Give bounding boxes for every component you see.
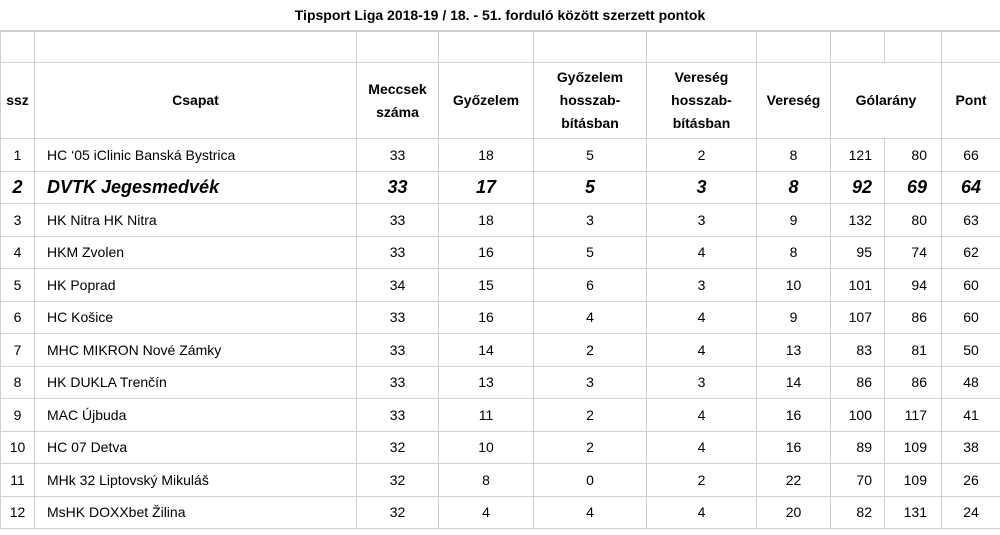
team-cell: HK DUKLA Trenčín <box>35 366 357 399</box>
ot-wins-cell: 5 <box>534 139 647 172</box>
goals-against-cell: 69 <box>885 171 942 204</box>
team-cell: MAC Újbuda <box>35 399 357 432</box>
points-cell: 60 <box>942 269 1000 302</box>
ot-wins-cell: 5 <box>534 171 647 204</box>
ot-wins-cell: 4 <box>534 301 647 334</box>
points-cell: 41 <box>942 399 1000 432</box>
losses-cell: 10 <box>757 269 831 302</box>
losses-cell: 22 <box>757 464 831 497</box>
points-cell: 66 <box>942 139 1000 172</box>
table-row <box>1 496 1000 529</box>
played-cell: 33 <box>357 366 439 399</box>
points-cell: 48 <box>942 366 1000 399</box>
team-cell: HC Košice <box>35 301 357 334</box>
goals-against-cell: 74 <box>885 236 942 269</box>
header-ssz: ssz <box>1 63 35 139</box>
ssz-cell: 11 <box>1 464 35 497</box>
points-cell: 50 <box>942 334 1000 367</box>
table-row <box>1 301 1000 334</box>
wins-cell: 8 <box>439 464 534 497</box>
goals-against-cell: 81 <box>885 334 942 367</box>
goals-for-cell: 95 <box>831 236 885 269</box>
table-row <box>1 366 1000 399</box>
points-cell: 26 <box>942 464 1000 497</box>
points-cell: 64 <box>942 171 1000 204</box>
team-cell: HK Poprad <box>35 269 357 302</box>
ot-wins-cell: 2 <box>534 399 647 432</box>
ot-wins-cell: 2 <box>534 431 647 464</box>
goals-for-cell: 86 <box>831 366 885 399</box>
ot-losses-cell: 4 <box>647 301 757 334</box>
header-wins: Győzelem <box>439 63 534 139</box>
table-row <box>1 269 1000 302</box>
played-cell: 33 <box>357 236 439 269</box>
wins-cell: 18 <box>439 204 534 237</box>
losses-cell: 16 <box>757 431 831 464</box>
goals-for-cell: 101 <box>831 269 885 302</box>
points-cell: 62 <box>942 236 1000 269</box>
goals-for-cell: 132 <box>831 204 885 237</box>
ssz-cell: 9 <box>1 399 35 432</box>
goals-against-cell: 80 <box>885 139 942 172</box>
team-cell: HKM Zvolen <box>35 236 357 269</box>
ot-losses-cell: 3 <box>647 366 757 399</box>
header-team: Csapat <box>35 63 357 139</box>
losses-cell: 20 <box>757 496 831 529</box>
played-cell: 33 <box>357 139 439 172</box>
goals-for-cell: 89 <box>831 431 885 464</box>
standings-table <box>0 31 1000 529</box>
ssz-cell: 8 <box>1 366 35 399</box>
wins-cell: 4 <box>439 496 534 529</box>
table-title: Tipsport Liga 2018-19 / 18. - 51. forduló között szerzett pontok <box>0 0 1000 31</box>
ssz-cell: 1 <box>1 139 35 172</box>
team-cell: DVTK Jegesmedvék <box>35 171 357 204</box>
goals-against-cell: 86 <box>885 301 942 334</box>
played-cell: 32 <box>357 431 439 464</box>
ssz-cell: 5 <box>1 269 35 302</box>
table-row <box>1 464 1000 497</box>
played-cell: 33 <box>357 334 439 367</box>
losses-cell: 13 <box>757 334 831 367</box>
points-cell: 60 <box>942 301 1000 334</box>
table-row <box>1 204 1000 237</box>
table-row <box>1 431 1000 464</box>
header-row <box>1 63 1000 139</box>
losses-cell: 8 <box>757 236 831 269</box>
wins-cell: 17 <box>439 171 534 204</box>
played-cell: 33 <box>357 399 439 432</box>
header-goals: Gólarány <box>831 63 942 139</box>
goals-against-cell: 117 <box>885 399 942 432</box>
ot-losses-cell: 3 <box>647 171 757 204</box>
wins-cell: 15 <box>439 269 534 302</box>
ssz-cell: 3 <box>1 204 35 237</box>
played-cell: 33 <box>357 171 439 204</box>
goals-against-cell: 94 <box>885 269 942 302</box>
ot-wins-cell: 5 <box>534 236 647 269</box>
ssz-cell: 7 <box>1 334 35 367</box>
wins-cell: 14 <box>439 334 534 367</box>
ot-losses-cell: 2 <box>647 139 757 172</box>
table-row <box>1 171 1000 204</box>
ot-wins-cell: 4 <box>534 496 647 529</box>
ot-wins-cell: 2 <box>534 334 647 367</box>
ot-wins-cell: 3 <box>534 204 647 237</box>
goals-for-cell: 121 <box>831 139 885 172</box>
points-cell: 38 <box>942 431 1000 464</box>
ot-losses-cell: 4 <box>647 431 757 464</box>
goals-for-cell: 83 <box>831 334 885 367</box>
header-played: Meccsek száma <box>357 63 439 139</box>
table-row <box>1 334 1000 367</box>
ot-losses-cell: 3 <box>647 269 757 302</box>
losses-cell: 14 <box>757 366 831 399</box>
wins-cell: 18 <box>439 139 534 172</box>
goals-against-cell: 109 <box>885 431 942 464</box>
ot-wins-cell: 0 <box>534 464 647 497</box>
played-cell: 33 <box>357 204 439 237</box>
header-ot-losses: Vereség hosszab-bításban <box>647 63 757 139</box>
points-cell: 63 <box>942 204 1000 237</box>
team-cell: MsHK DOXXbet Žilina <box>35 496 357 529</box>
ssz-cell: 12 <box>1 496 35 529</box>
goals-against-cell: 86 <box>885 366 942 399</box>
header-points: Pont <box>942 63 1000 139</box>
ot-losses-cell: 4 <box>647 236 757 269</box>
ot-wins-cell: 3 <box>534 366 647 399</box>
ot-losses-cell: 4 <box>647 334 757 367</box>
header-losses: Vereség <box>757 63 831 139</box>
points-cell: 24 <box>942 496 1000 529</box>
ssz-cell: 2 <box>1 171 35 204</box>
ot-losses-cell: 4 <box>647 496 757 529</box>
goals-for-cell: 100 <box>831 399 885 432</box>
losses-cell: 16 <box>757 399 831 432</box>
table-row <box>1 399 1000 432</box>
losses-cell: 9 <box>757 301 831 334</box>
ssz-cell: 4 <box>1 236 35 269</box>
wins-cell: 10 <box>439 431 534 464</box>
goals-against-cell: 109 <box>885 464 942 497</box>
team-cell: MHC MIKRON Nové Zámky <box>35 334 357 367</box>
goals-for-cell: 92 <box>831 171 885 204</box>
wins-cell: 16 <box>439 301 534 334</box>
table-row <box>1 236 1000 269</box>
wins-cell: 16 <box>439 236 534 269</box>
team-cell: HC ‘05 iClinic Banská Bystrica <box>35 139 357 172</box>
played-cell: 32 <box>357 496 439 529</box>
played-cell: 34 <box>357 269 439 302</box>
losses-cell: 8 <box>757 139 831 172</box>
goals-against-cell: 131 <box>885 496 942 529</box>
ot-losses-cell: 4 <box>647 399 757 432</box>
table-body <box>1 139 1000 529</box>
spacer-row <box>1 32 1000 63</box>
ot-losses-cell: 3 <box>647 204 757 237</box>
table-row <box>1 139 1000 172</box>
wins-cell: 13 <box>439 366 534 399</box>
goals-for-cell: 82 <box>831 496 885 529</box>
ssz-cell: 10 <box>1 431 35 464</box>
ot-losses-cell: 2 <box>647 464 757 497</box>
played-cell: 33 <box>357 301 439 334</box>
goals-for-cell: 107 <box>831 301 885 334</box>
team-cell: MHk 32 Liptovský Mikuláš <box>35 464 357 497</box>
losses-cell: 9 <box>757 204 831 237</box>
team-cell: HC 07 Detva <box>35 431 357 464</box>
ot-wins-cell: 6 <box>534 269 647 302</box>
team-cell: HK Nitra HK Nitra <box>35 204 357 237</box>
played-cell: 32 <box>357 464 439 497</box>
goals-against-cell: 80 <box>885 204 942 237</box>
ssz-cell: 6 <box>1 301 35 334</box>
goals-for-cell: 70 <box>831 464 885 497</box>
header-ot-wins: Győzelem hosszab-bításban <box>534 63 647 139</box>
wins-cell: 11 <box>439 399 534 432</box>
losses-cell: 8 <box>757 171 831 204</box>
